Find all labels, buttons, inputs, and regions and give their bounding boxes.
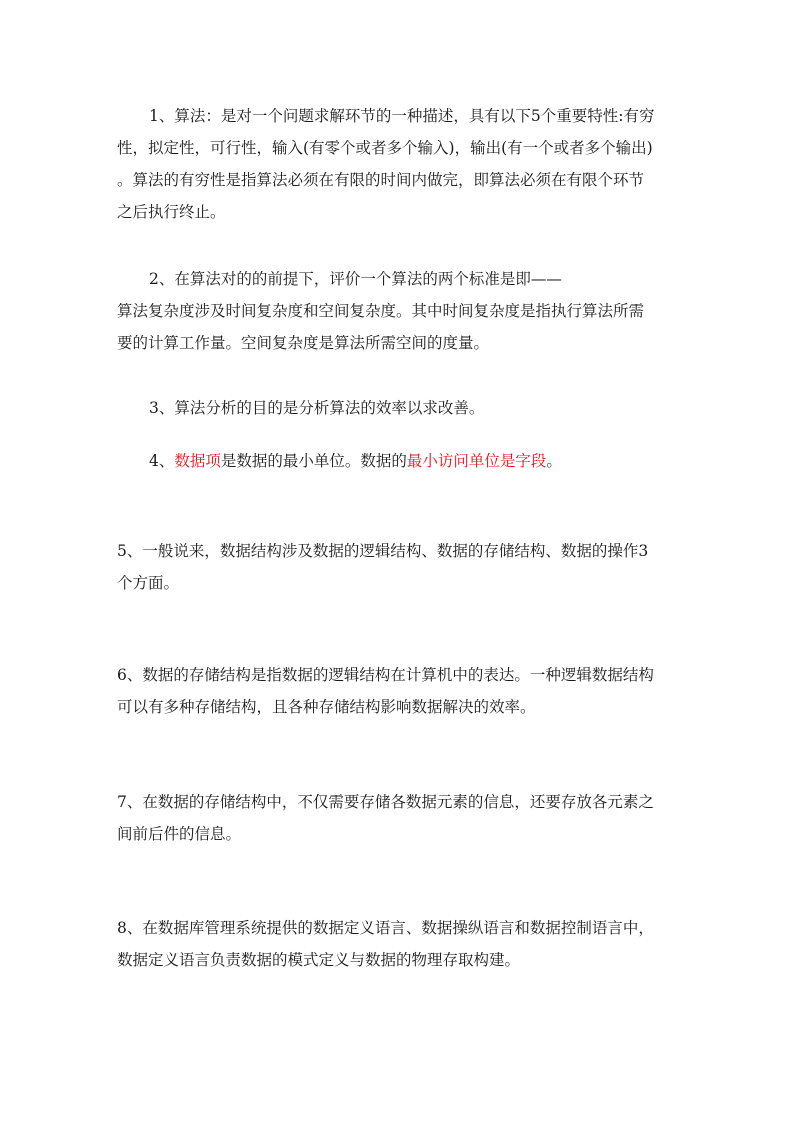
paragraph-line: 8、在数据库管理系统提供的数据定义语言、数据操纵语言和数据控制语言中，	[117, 919, 654, 937]
text-segment: 是数据的最小单位。数据的	[220, 452, 407, 470]
paragraph-line: 6、数据的存储结构是指数据的逻辑结构在计算机中的表达。一种逻辑数据结构	[117, 666, 654, 684]
paragraph-8	[117, 912, 687, 976]
paragraph-line: 性，拟定性，可行性，输入(有零个或者多个输入)，输出(有一个或者多个输出)	[117, 139, 653, 157]
paragraph-1	[117, 100, 687, 228]
highlight-min-access-unit: 最小访问单位是字段	[406, 452, 547, 470]
text-segment: 。	[546, 452, 562, 470]
paragraph-line	[117, 445, 687, 477]
paragraph-3	[117, 392, 687, 424]
paragraph-line: 数据定义语言负责数据的模式定义与数据的物理存取构建。	[117, 951, 521, 969]
paragraph-line: 2、在算法对的的前提下，评价一个算法的两个标准是即——	[149, 270, 562, 288]
paragraph-line: 3、算法分析的目的是分析算法的效率以求改善。	[149, 399, 485, 417]
paragraph-line: 之后执行终止。	[117, 203, 226, 221]
paragraph-line: 算法复杂度涉及时间复杂度和空间复杂度。其中时间复杂度是指执行算法所需	[117, 302, 645, 320]
paragraph-line: 个方面。	[117, 574, 180, 592]
paragraph-6	[117, 659, 687, 723]
paragraph-line: 要的计算工作量。空间复杂度是算法所需空间的度量。	[117, 334, 490, 352]
paragraph-4	[117, 445, 687, 477]
paragraph-7	[117, 786, 687, 850]
text-segment: 4、	[149, 452, 175, 470]
paragraph-line: 可以有多种存储结构，且各种存储结构影响数据解决的效率。	[117, 698, 536, 716]
highlight-data-item: 数据项	[174, 452, 221, 470]
paragraph-line: 1、算法：是对一个问题求解环节的一种描述，具有以下5个重要特性:有穷	[149, 107, 655, 125]
paragraph-line: 7、在数据的存储结构中，不仅需要存储各数据元素的信息，还要存放各元素之	[117, 793, 654, 811]
paragraph-line: 。算法的有穷性是指算法必须在有限的时间内做完，即算法必须在有限个环节	[117, 171, 645, 189]
paragraph-line: 5、一般说来，数据结构涉及数据的逻辑结构、数据的存储结构、数据的操作3	[117, 542, 649, 560]
paragraph-line: 间前后件的信息。	[117, 825, 242, 843]
paragraph-2	[117, 263, 687, 359]
paragraph-5	[117, 535, 687, 599]
